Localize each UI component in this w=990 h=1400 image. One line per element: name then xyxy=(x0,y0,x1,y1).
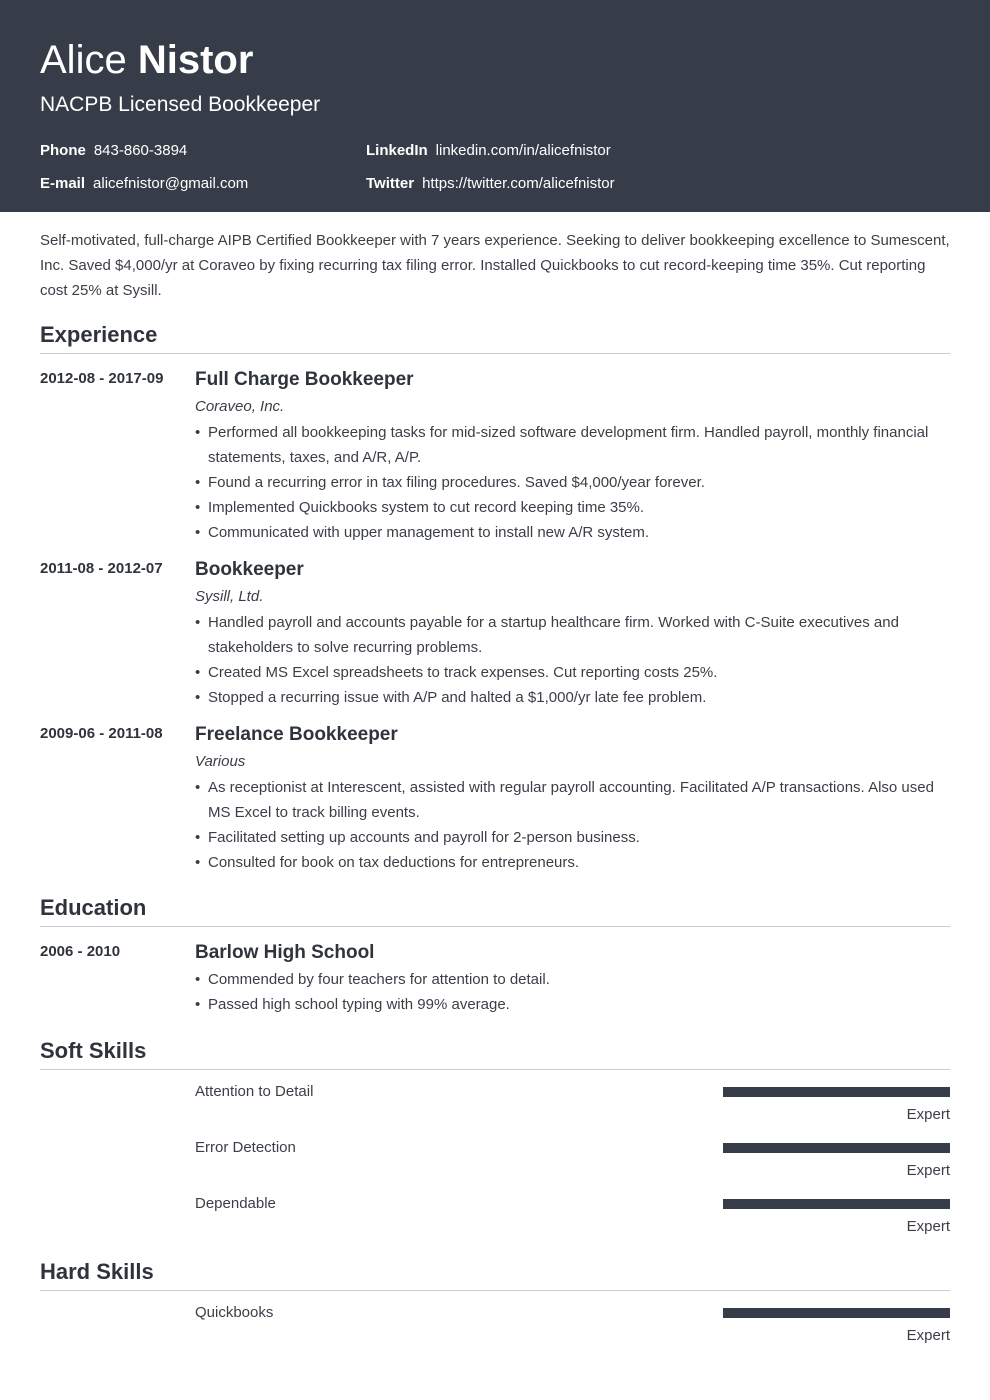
first-name: Alice xyxy=(40,38,127,82)
hard-skills-heading: Hard Skills xyxy=(40,1258,950,1291)
skill-level-label: Expert xyxy=(906,1218,950,1235)
contact-linkedin xyxy=(366,142,611,160)
email-link[interactable]: alicefnistor@gmail.com xyxy=(93,175,249,192)
job-bullet: • Communicated with upper management to install new A/R system. xyxy=(195,520,950,545)
job-title: Freelance Bookkeeper xyxy=(195,724,398,745)
soft-skills-heading: Soft Skills xyxy=(40,1037,950,1070)
phone-value: 843-860-3894 xyxy=(93,142,188,159)
job-dates: 2009-06 - 2011-08 xyxy=(40,725,163,742)
skill-name: Attention to Detail xyxy=(195,1083,314,1100)
skill-name: Error Detection xyxy=(195,1139,296,1156)
skill-level-label: Expert xyxy=(906,1327,950,1344)
contact-label: E-mail xyxy=(40,175,86,192)
skill-level-label: Expert xyxy=(906,1106,950,1123)
job-dates: 2012-08 - 2017-09 xyxy=(40,370,164,387)
skill-level-fill xyxy=(723,1143,950,1153)
job-details xyxy=(195,368,950,545)
education-dates: 2006 - 2010 xyxy=(40,943,121,960)
company-name: Various xyxy=(195,753,246,770)
job-bullet: • Stopped a recurring issue with A/P and halted a $1,000/yr late fee problem. xyxy=(195,685,950,710)
skill-level-bar xyxy=(723,1199,950,1209)
skill-row xyxy=(195,1083,950,1133)
job-bullet: • Created MS Excel spreadsheets to track expenses. Cut reporting costs 25%. xyxy=(195,660,950,685)
job-bullet: • Consulted for book on tax deductions for entrepreneurs. xyxy=(195,850,950,875)
job-bullet: • Facilitated setting up accounts and payroll for 2-person business. xyxy=(195,825,950,850)
skill-name: Dependable xyxy=(195,1195,276,1212)
education-bullet: • Commended by four teachers for attention to detail. xyxy=(195,967,950,992)
last-name: Nistor xyxy=(137,38,254,82)
skill-level-fill xyxy=(723,1199,950,1209)
contact-phone xyxy=(40,142,187,160)
job-title: Bookkeeper xyxy=(195,559,304,580)
education-heading: Education xyxy=(40,894,950,927)
contact-email xyxy=(40,175,248,193)
experience-heading: Experience xyxy=(40,321,950,354)
contact-twitter xyxy=(366,175,615,193)
job-title: Full Charge Bookkeeper xyxy=(195,369,414,390)
twitter-link[interactable]: https://twitter.com/alicefnistor xyxy=(422,175,615,192)
skill-level-bar xyxy=(723,1087,950,1097)
job-dates: 2011-08 - 2012-07 xyxy=(40,560,163,577)
job-bullets xyxy=(195,610,950,710)
job-details xyxy=(195,723,950,875)
skill-level-fill xyxy=(723,1308,950,1318)
job-details xyxy=(195,558,950,710)
contact-label: LinkedIn xyxy=(366,142,428,159)
skill-level-bar xyxy=(723,1143,950,1153)
education-bullets xyxy=(195,967,950,1017)
job-bullet: • Performed all bookkeeping tasks for mid-sized software development firm. Handled payroll, monthly financial statements, taxes, and A/R, A/P. xyxy=(195,420,950,470)
contact-label: Phone xyxy=(40,142,86,159)
education-details xyxy=(195,941,950,1017)
education-bullet: • Passed high school typing with 99% average. xyxy=(195,992,950,1017)
job-bullet: • Implemented Quickbooks system to cut record keeping time 35%. xyxy=(195,495,950,520)
resume-header xyxy=(0,0,990,212)
company-name: Coraveo, Inc. xyxy=(195,398,285,415)
skill-level-bar xyxy=(723,1308,950,1318)
job-bullets xyxy=(195,775,950,875)
job-bullet: • As receptionist at Interescent, assisted with regular payroll accounting. Facilitated A/P transactions. Also used MS Excel to track billing events. xyxy=(195,775,950,825)
skill-row xyxy=(195,1195,950,1245)
job-bullets xyxy=(195,420,950,545)
job-title-headline: NACPB Licensed Bookkeeper xyxy=(40,93,321,116)
job-bullet: • Found a recurring error in tax filing procedures. Saved $4,000/year forever. xyxy=(195,470,950,495)
linkedin-link[interactable]: linkedin.com/in/alicefnistor xyxy=(435,142,611,159)
skill-row xyxy=(195,1139,950,1189)
school-name: Barlow High School xyxy=(195,942,375,963)
summary-text: Self-motivated, full-charge AIPB Certified Bookkeeper with 7 years experience. Seeking to deliver bookkeeping excellence to Sumescent, Inc. Saved $4,000/yr at Coraveo by fixing recurring tax filing error. Installed Quickbooks to cut record-keeping time 35%. Cut reporting cost 25% at Sysill. xyxy=(40,232,950,299)
contact-label: Twitter xyxy=(366,175,415,192)
skill-name: Quickbooks xyxy=(195,1304,274,1321)
skill-level-fill xyxy=(723,1087,950,1097)
job-bullet: • Handled payroll and accounts payable for a startup healthcare firm. Worked with C-Suite executives and stakeholders to solve recurring problems. xyxy=(195,610,950,660)
skill-level-label: Expert xyxy=(906,1162,950,1179)
candidate-name xyxy=(40,38,950,82)
skill-row xyxy=(195,1304,950,1354)
company-name: Sysill, Ltd. xyxy=(195,588,264,605)
